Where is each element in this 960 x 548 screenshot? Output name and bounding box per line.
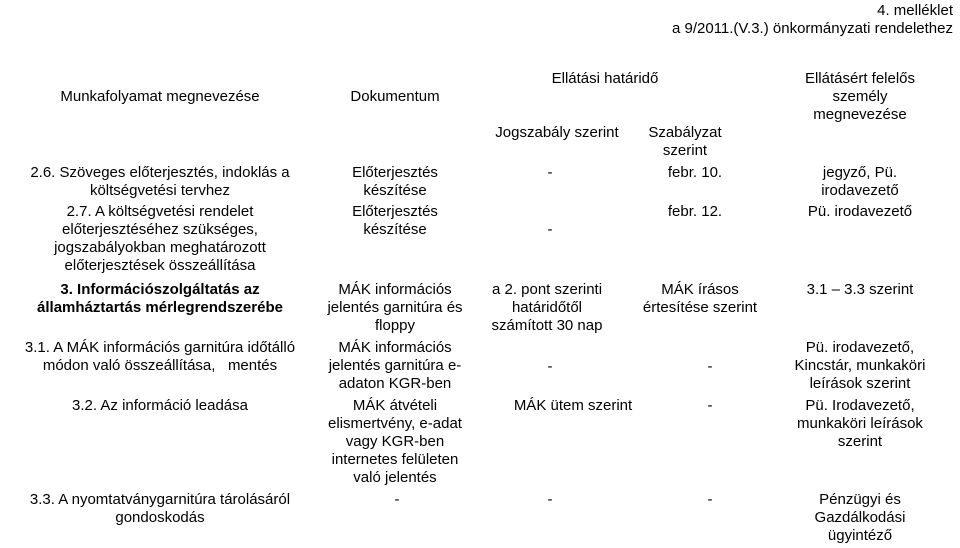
column-header-process: Munkafolyamat megnevezése [60,88,260,105]
row-3-2-responsible: Pü. Irodavezető, munkaköri leírások szerint [797,397,923,450]
column-header-responsible: Ellátásért felelős személy megnevezése [804,70,916,123]
row-3-responsible: 3.1 – 3.3 szerint [806,281,914,298]
row-2-6-responsible: jegyző, Pü. irodavezető [821,164,899,199]
row-3-3-process: 3.3. A nyomtatványgarnitúra tárolásáról gondoskodás [29,491,291,526]
regulation-reference: a 9/2011.(V.3.) önkormányzati rendelethez [671,20,953,37]
row-3-3-responsible: Pénzügyi és Gazdálkodási ügyintéző [814,491,906,544]
column-header-document: Dokumentum [350,88,440,105]
row-2-6-by-rule: febr. 10. [667,164,723,181]
column-header-by-rule: Szabályzat szerint [648,124,722,159]
row-3-1-responsible: Pü. irodavezető, Kincstár, munkaköri leírások szerint [794,339,926,392]
row-3-3-document: - [394,491,400,508]
row-3-3-by-law: - [547,491,553,508]
row-3-1-by-law: - [547,358,553,375]
row-2-7-by-rule: febr. 12. [667,203,723,220]
row-3-1-document: MÁK információs jelentés garnitúra e- adaton KGR-ben [328,339,462,392]
column-header-deadline: Ellátási határidő [551,70,659,87]
row-2-7-by-law: - [547,221,553,238]
row-3-by-law: a 2. pont szerinti határidőtől számított 30 nap [491,281,603,334]
row-3-3-by-rule: - [707,491,713,508]
row-3-2-document: MÁK átvételi elismertvény, e-adat vagy KGR-ben internetes felületen való jelentés [328,397,462,486]
row-3-2-by-rule: - [707,397,713,414]
row-2-6-by-law: - [547,164,553,181]
row-2-7-responsible: Pü. irodavezető [807,203,913,220]
row-3-1-process: 3.1. A MÁK információs garnitúra időtálló módon való összeállítása, mentés [24,339,296,374]
row-3-document: MÁK információs jelentés garnitúra és floppy [327,281,463,334]
row-2-7-document: Előterjesztés készítése [352,203,438,238]
row-3-2-by-law: MÁK ütem szerint [513,397,633,414]
row-2-6-process: 2.6. Szöveges előterjesztés, indoklás a költségvetési tervhez [30,164,290,199]
column-header-by-law: Jogszabály szerint [495,124,619,141]
row-2-7-process: 2.7. A költségvetési rendelet előterjesztéséhez szükséges, jogszabályokban meghatározott előterjesztések összeállítása [54,203,266,274]
row-3-1-by-rule: - [707,358,713,375]
row-3-2-process: 3.2. Az információ leadása [72,397,248,414]
annex-label: 4. melléklet [877,2,953,19]
row-3-process: 3. Információszolgáltatás az államháztartás mérlegrendszerébe [37,281,283,316]
row-3-by-rule: MÁK írásos értesítése szerint [642,281,758,316]
row-2-6-document: Előterjesztés készítése [352,164,438,199]
